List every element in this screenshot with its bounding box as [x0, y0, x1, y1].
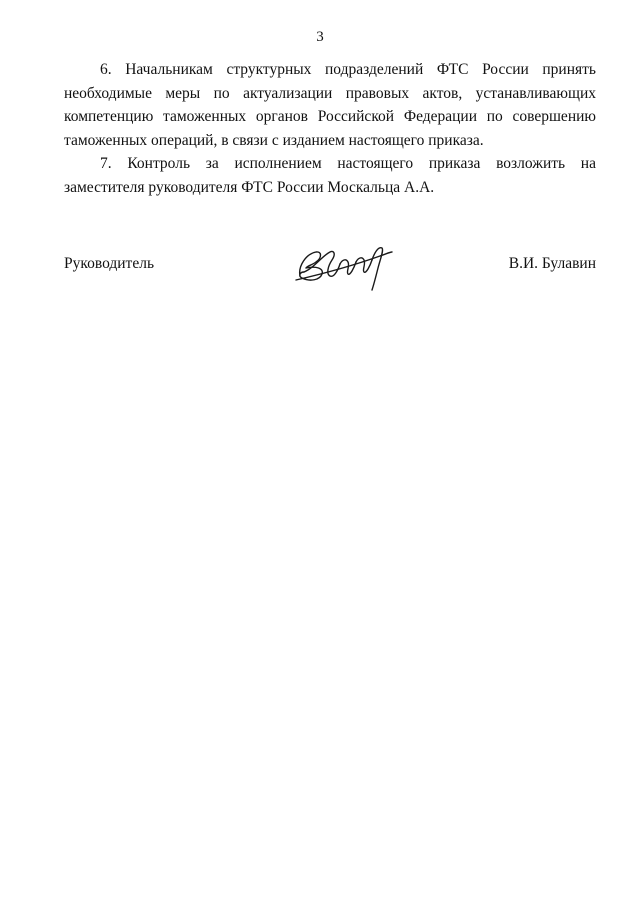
signatory-title: Руководитель: [64, 255, 155, 272]
signature-block: [64, 246, 596, 306]
document-body: [64, 58, 596, 199]
signatory-name: В.И. Булавин: [508, 255, 596, 272]
page-number: 3: [316, 29, 324, 45]
paragraph-6: 6. Начальникам структурных подразделений ФТС России принять необходимые меры по актуализации правовых актов, устанавливающих компетенцию таможенных органов Российской Федерации по совершению таможенных операций, в связи с изданием настоящего приказа.: [64, 61, 596, 149]
handwritten-signature-icon: [292, 238, 402, 298]
paragraph-7: 7. Контроль за исполнением настоящего приказа возложить на заместителя руководителя ФТС России Москальца А.А.: [64, 155, 596, 196]
